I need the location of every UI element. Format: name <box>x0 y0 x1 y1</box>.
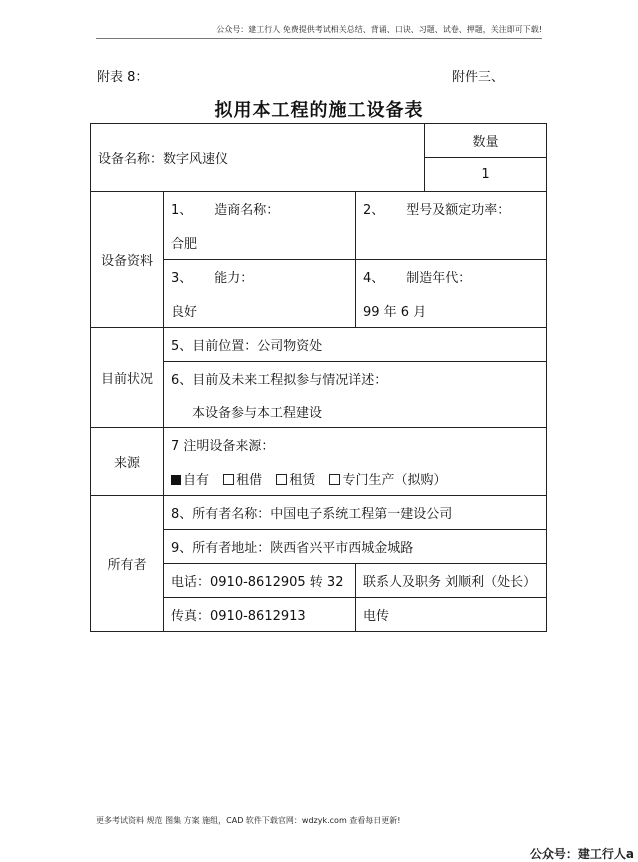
manufacture-year-value: 99 年 6 月 <box>356 294 547 328</box>
footer-watermark: 公众号：建工行人a <box>529 847 634 861</box>
capability-value: 良好 <box>164 294 356 328</box>
equipment-table <box>90 123 547 632</box>
footer-download-note: 更多考试资料 规范 图集 方案 施组，CAD 软件下载官网：wdzyk.com 查看每日更新! <box>96 816 401 825</box>
section-equipment-info: 设备资料 <box>91 192 164 328</box>
checkbox-empty-icon <box>329 474 340 485</box>
owner-name: 8、所有者名称：中国电子系统工程第一建设公司 <box>164 496 547 530</box>
source-label: 7 注明设备来源： <box>164 428 547 462</box>
manufacturer-label-cell <box>164 192 356 226</box>
equipment-name-cell <box>91 124 425 192</box>
section-current-status: 目前状况 <box>91 328 164 428</box>
item1-number: 1、 <box>171 203 193 219</box>
model-power-value <box>356 226 547 260</box>
document-title: 拟用本工程的施工设备表 <box>214 100 424 121</box>
source-options <box>164 462 547 496</box>
current-location: 5、目前位置：公司物资处 <box>164 328 547 362</box>
section-source: 来源 <box>91 428 164 496</box>
source-option-own <box>171 473 209 488</box>
checkbox-empty-icon <box>276 474 287 485</box>
source-option-borrow <box>223 473 262 488</box>
quantity-header: 数量 <box>425 124 547 158</box>
attachment-label: 附件三、 <box>452 70 505 85</box>
header-divider <box>96 38 542 39</box>
manufacture-year-label-cell <box>356 260 547 294</box>
capability-label: 能力： <box>214 271 254 287</box>
participation-detail: 本设备参与本工程建设 <box>164 396 547 428</box>
source-option-label: 租赁 <box>289 472 316 488</box>
header-promo-note: 公众号：建工行人 免费提供考试相关总结、背诵、口诀、习题、试卷、押题，关注即可下载! <box>216 25 542 34</box>
model-power-label-cell <box>356 192 547 226</box>
item4-number: 4、 <box>363 271 385 287</box>
capability-label-cell <box>164 260 356 294</box>
model-power-label: 型号及额定功率： <box>406 203 511 219</box>
owner-telex: 电传 <box>356 598 547 632</box>
quantity-value: 1 <box>425 158 547 192</box>
manufacturer-value: 合肥 <box>164 226 356 260</box>
item2-number: 2、 <box>363 203 385 219</box>
owner-contact: 联系人及职务 刘顺利（处长） <box>356 564 547 598</box>
section-owner: 所有者 <box>91 496 164 632</box>
manufacturer-label: 造商名称： <box>214 203 280 219</box>
source-option-lease <box>276 473 315 488</box>
source-option-label: 租借 <box>236 472 263 488</box>
owner-address: 9、所有者地址：陕西省兴平市西城金城路 <box>164 530 547 564</box>
item3-number: 3、 <box>171 271 193 287</box>
owner-fax: 传真：0910-8612913 <box>164 598 356 632</box>
participation-label: 6、目前及未来工程拟参与情况详述： <box>164 362 547 396</box>
manufacture-year-label: 制造年代： <box>406 271 472 287</box>
owner-phone: 电话：0910-8612905 转 32 <box>164 564 356 598</box>
equipment-name: 设备名称：数字风速仪 <box>98 152 229 167</box>
appendix-label: 附表 8： <box>97 70 149 85</box>
checkbox-checked-icon <box>171 475 181 485</box>
checkbox-empty-icon <box>223 474 234 485</box>
source-option-purchase <box>329 473 446 488</box>
source-option-label: 自有 <box>183 472 210 488</box>
source-option-label: 专门生产（拟购） <box>342 472 447 488</box>
